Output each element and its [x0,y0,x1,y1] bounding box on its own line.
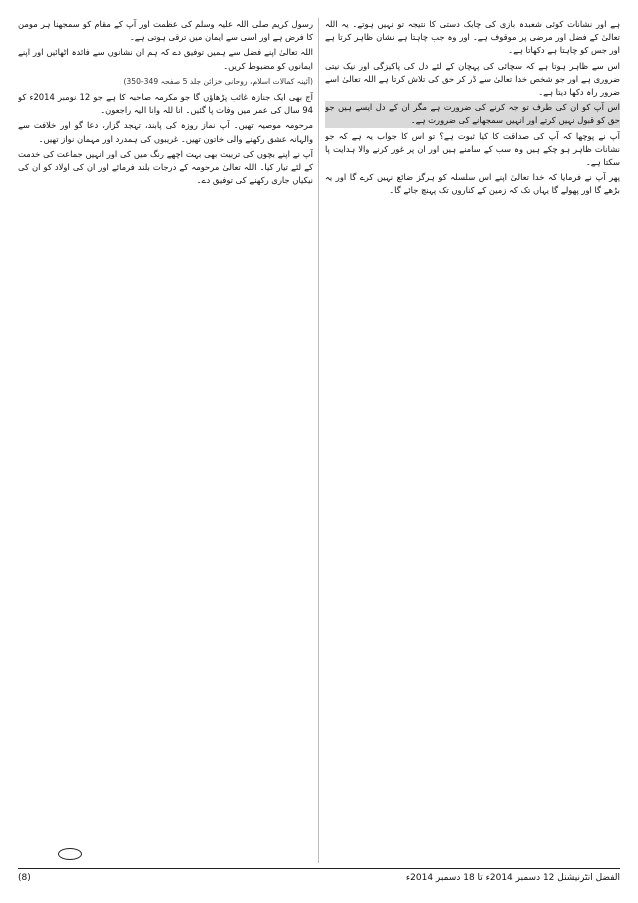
right-column [325,18,620,863]
reference-note: (آئینہ کمالات اسلام، روحانی خزائن جلد 5 صفحہ 349-350) [123,76,313,86]
body-paragraph: رسول کریم صلی اللہ علیہ وسلم کی عظمت اور آپ کے مقام کو سمجھنا ہر مومن کا فرض ہے اور اسی سے ایمان میں ترقی ہوتی ہے۔ [18,19,313,43]
end-ornament [58,848,82,860]
page-number: (8) [18,873,31,883]
page-footer [18,868,620,887]
highlighted-quote: اس آپ کو ان کی طرف تو جہ کرنے کی ضرورت ہے مگر ان کے دل ایسے ہیں جو حق کو قبول نہیں کرتے اور انہیں سمجھانے کی ضرورت ہے۔ [325,101,620,127]
obituary-intro: آج بھی ایک جنازہ غائب پڑھاؤں گا جو مکرمہ صاحبہ کا ہے جو 12 نومبر 2014ء کو 94 سال کی عمر میں وفات پا گئیں۔ انا للہ وانا الیہ راجعون۔ [18,92,313,116]
obituary-paragraph: آپ نے اپنے بچوں کی تربیت بھی بہت اچھے رنگ میں کی اور انہیں جماعت کی خدمت کے لئے تیار کیا۔ اللہ تعالیٰ مرحومہ کے درجات بلند فرمائے اور ان کی اولاد کو ان کی نیکیاں جاری رکھنے کی توفیق دے۔ [18,148,313,186]
body-paragraph: آپ نے پوچھا کہ آپ کی صداقت کا کیا ثبوت ہے؟ تو اس کا جواب یہ ہے کہ جو نشانات ظاہر ہو چکے ہیں وہ سب کے سامنے ہیں اور ان پر غور کرنے والا ہدایت پا سکتا ہے۔ [325,130,620,168]
publication-info: الفضل انٹرنیشنل 12 دسمبر 2014ء تا 18 دسمبر 2014ء [405,873,620,883]
body-paragraph: پھر آپ نے فرمایا کہ خدا تعالیٰ اپنے اس سلسلہ کو ہرگز ضائع نہیں کرے گا اور یہ بڑھے گا اور پھولے گا یہاں تک کہ زمین کے کناروں تک پہنچ جائے گا۔ [325,172,620,196]
obituary-paragraph: مرحومہ موصیہ تھیں۔ آپ نماز روزہ کی پابند، تہجد گزار، دعا گو اور خلافت سے والہانہ عشق رکھنے والی خاتون تھیں۔ غریبوں کی ہمدرد اور مہمان نواز تھیں۔ [18,120,313,144]
body-paragraph: اللہ تعالیٰ اپنے فضل سے ہمیں توفیق دے کہ ہم ان نشانوں سے فائدہ اٹھائیں اور اپنے ایمانوں کو مضبوط کریں۔ [18,47,313,71]
body-paragraph: اس سے ظاہر ہوتا ہے کہ سچائی کی پہچان کے لئے دل کی پاکیزگی اور نیک نیتی ضروری ہے اور جو شخص خدا تعالیٰ سے ڈر کر حق کی تلاش کرتا ہے اللہ تعالیٰ اسے ضرور راہ دکھا دیتا ہے۔ [325,60,620,98]
column-divider [318,18,319,863]
left-column [18,18,313,863]
newspaper-page [18,18,620,863]
body-paragraph: ہے اور نشانات کوئی شعبدہ بازی کی چابک دستی کا نتیجہ تو نہیں ہوتے۔ یہ اللہ تعالیٰ کے فضل اور مرضی پر موقوف ہے۔ اور وہ جب چاہتا ہے نشان ظاہر کرتا ہے اور جس کو چاہتا ہے دکھاتا ہے۔ [325,19,620,56]
